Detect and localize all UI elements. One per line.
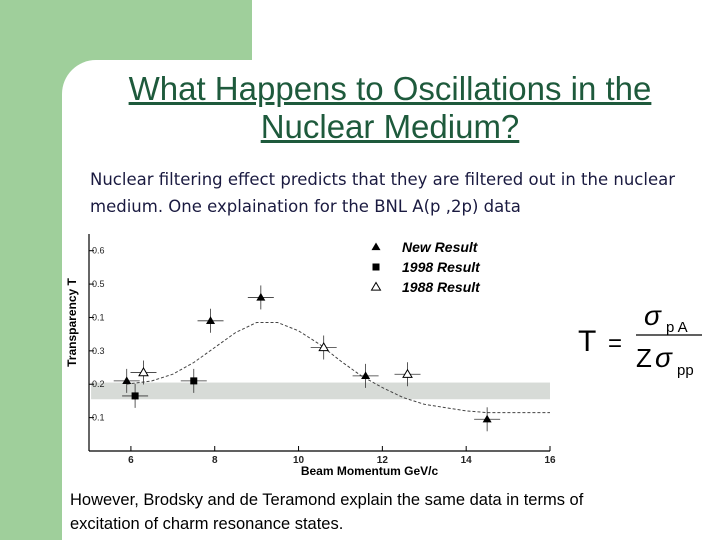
x-axis-label: Beam Momentum GeV/c xyxy=(300,464,439,478)
transparency-formula xyxy=(560,295,720,385)
legend-layer xyxy=(372,239,482,295)
formula-sub-denominator: pp xyxy=(677,362,694,379)
legend-label-2: 1988 Result xyxy=(402,279,480,295)
formula-equals: = xyxy=(608,330,623,357)
legend-marker-2 xyxy=(372,283,381,291)
accent-strip xyxy=(0,0,62,540)
x-tick-label-0: 6 xyxy=(128,455,134,466)
body-line-2: medium. One explaination for the BNL A(p ,2p) data xyxy=(90,197,521,216)
transparency-chart xyxy=(62,226,556,478)
x-tick-label-4: 14 xyxy=(460,455,472,466)
data-point-2-0 xyxy=(139,368,148,376)
data-point-0-0 xyxy=(122,376,131,384)
y-tick-label-4: 0.5 xyxy=(92,279,105,290)
y-tick-label-1: 0.2 xyxy=(92,379,105,390)
data-point-0-4 xyxy=(483,415,492,423)
slide-title xyxy=(70,70,710,146)
axes-layer xyxy=(65,234,556,478)
footer-line-1: However, Brodsky and de Teramond explain the same data in terms of xyxy=(70,491,584,509)
y-tick-label-2: 0.3 xyxy=(92,345,105,356)
title-line-2: Nuclear Medium? xyxy=(260,108,520,145)
data-point-0-2 xyxy=(256,293,265,301)
body-line-1: Nuclear filtering effect predicts that they are filtered out in the nuclear xyxy=(90,170,675,189)
formula-z: Z xyxy=(636,343,652,373)
slide-body-text xyxy=(90,166,710,220)
legend-marker-0 xyxy=(372,243,381,251)
legend-marker-1 xyxy=(373,264,380,271)
formula-lhs: T xyxy=(578,325,597,358)
data-point-2-2 xyxy=(403,370,412,378)
points-layer xyxy=(114,285,500,431)
band-layer xyxy=(91,383,550,400)
formula-sigma-denominator: σ xyxy=(655,342,672,373)
data-point-2-1 xyxy=(319,343,328,351)
shaded-band xyxy=(91,383,550,400)
y-tick-label-3: 0.1 xyxy=(92,312,105,323)
slide-footer-text xyxy=(70,488,715,536)
data-point-0-1 xyxy=(206,316,215,324)
y-tick-label-0: 0.1 xyxy=(92,412,105,423)
x-tick-label-1: 8 xyxy=(211,455,218,466)
legend-label-0: New Result xyxy=(402,239,478,255)
data-point-1-0 xyxy=(132,392,139,399)
formula-sub-numerator: p A xyxy=(666,319,688,336)
data-point-1-1 xyxy=(190,377,197,384)
x-tick-label-2: 10 xyxy=(292,455,305,466)
y-axis-label: Transparency T xyxy=(65,278,79,367)
formula-sigma-numerator: σ xyxy=(644,300,661,331)
legend-label-1: 1998 Result xyxy=(402,259,480,275)
x-tick-label-5: 16 xyxy=(544,455,556,466)
data-point-0-3 xyxy=(361,371,370,379)
x-tick-label-3: 12 xyxy=(376,455,388,466)
y-tick-label-5: 0.6 xyxy=(92,245,105,256)
title-line-1: What Happens to Oscillations in the xyxy=(128,70,652,107)
footer-line-2: excitation of charm resonance states. xyxy=(70,515,344,533)
